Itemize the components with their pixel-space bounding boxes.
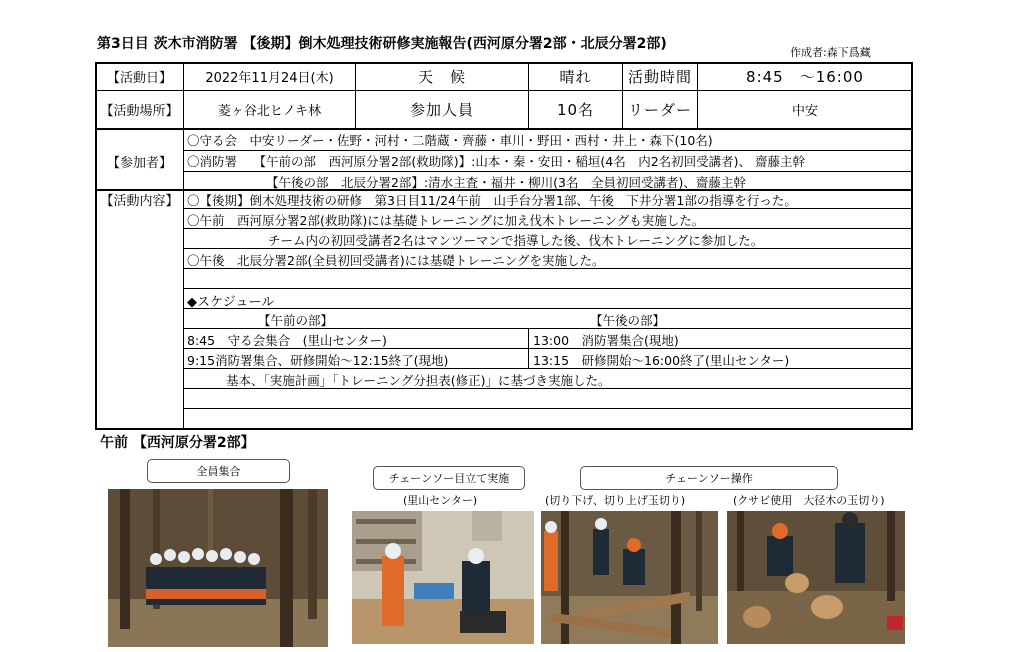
schedule-pm-item: 13:00 消防署集合(現地): [533, 333, 679, 348]
caption-box: 全員集合: [147, 459, 290, 483]
schedule-am-item: 8:45 守る会集合 (里山センター): [187, 333, 387, 348]
caption-sub: (切り下げ、切り上げ玉切り): [545, 494, 686, 507]
photo-section-title: 午前 【西河原分署2部】: [100, 435, 255, 451]
activity-label: 【活動内容】: [100, 193, 179, 208]
weather-label: 天 候: [417, 68, 466, 86]
col-divider: [528, 328, 529, 368]
workshop-photo: [352, 511, 534, 644]
place-label: 【活動場所】: [100, 104, 179, 119]
schedule-pm-title: 【午後の部】: [590, 313, 666, 328]
row-divider: [95, 128, 913, 130]
participants-line: 【午後の部 北辰分署2部】:清水主査・福井・柳川(3名 全員初回受講者)、齋藤主幹: [187, 175, 746, 190]
wedge-cutting-photo: [727, 511, 905, 644]
leader-value: 中安: [791, 104, 818, 119]
schedule-am-item: 9:15消防署集合、研修開始～12:15終了(現地): [187, 353, 449, 368]
participants-line: 〇守る会 中安リーダー・佐野・河村・二階蔵・齊藤・車川・野田・西村・井上・森下(10名): [187, 133, 713, 148]
caption-sub: (クサビ使用 大径木の玉切り): [733, 494, 885, 507]
participants-line: 〇消防署 【午前の部 西河原分署2部(救助隊)】:山本・秦・安田・稲垣(4名 内2名初回受講者)、 齋藤主幹: [187, 154, 806, 169]
weather-value: 晴れ: [559, 68, 592, 86]
caption-sub: (里山センター): [403, 494, 478, 507]
time-label: 活動時間: [627, 68, 692, 86]
participants-count-value: 10名: [556, 101, 595, 119]
row-divider: [183, 171, 913, 172]
schedule-note: 基本、「実施計画」「トレーニング分担表(修正)」に基づき実施した。: [226, 373, 611, 388]
group-photo: [108, 489, 328, 647]
time-value: 8:45 ～16:00: [746, 68, 864, 86]
row-divider: [183, 408, 913, 409]
schedule-title: ◆スケジュール: [187, 295, 275, 310]
activity-line: 〇午前 西河原分署2部(救助隊)には基礎トレーニングに加え伐木トレーニングも実施した。: [187, 213, 705, 228]
row-divider: [183, 150, 913, 151]
schedule-pm-item: 13:15 研修開始～16:00終了(里山センター): [533, 353, 790, 368]
author: 作成者:森下爲藏: [790, 46, 871, 59]
row-divider: [183, 288, 913, 289]
row-divider: [183, 308, 913, 309]
chainsaw-photo: [541, 511, 718, 644]
activity-line: チーム内の初回受講者2名はマンツーマンで指導した後、伐木トレーニングに参加した。: [268, 233, 764, 248]
caption-box: チェーンソー操作: [580, 466, 838, 490]
caption-box: チェーンソー目立て実施: [373, 466, 525, 490]
page-title: 第3日目 茨木市消防署 【後期】倒木処理技術研修実施報告(西河原分署2部・北辰分署2部): [97, 36, 667, 52]
activity-line: 〇【後期】倒木処理技術の研修 第3日目11/24午前 山手台分署1部、午後 下井分署1部の指導を行った。: [187, 193, 797, 208]
place-value: 菱ヶ谷北ヒノキ林: [217, 104, 322, 119]
date-label: 【活動日】: [106, 71, 172, 86]
date-value: 2022年11月24日(木): [205, 71, 334, 86]
participants-count-label: 参加人員: [409, 101, 474, 119]
leader-label: リーダー: [627, 101, 692, 119]
schedule-am-title: 【午前の部】: [258, 313, 334, 328]
participants-label: 【参加者】: [106, 155, 172, 171]
activity-line: 〇午後 北辰分署2部(全員初回受講者)には基礎トレーニングを実施した。: [187, 253, 605, 268]
